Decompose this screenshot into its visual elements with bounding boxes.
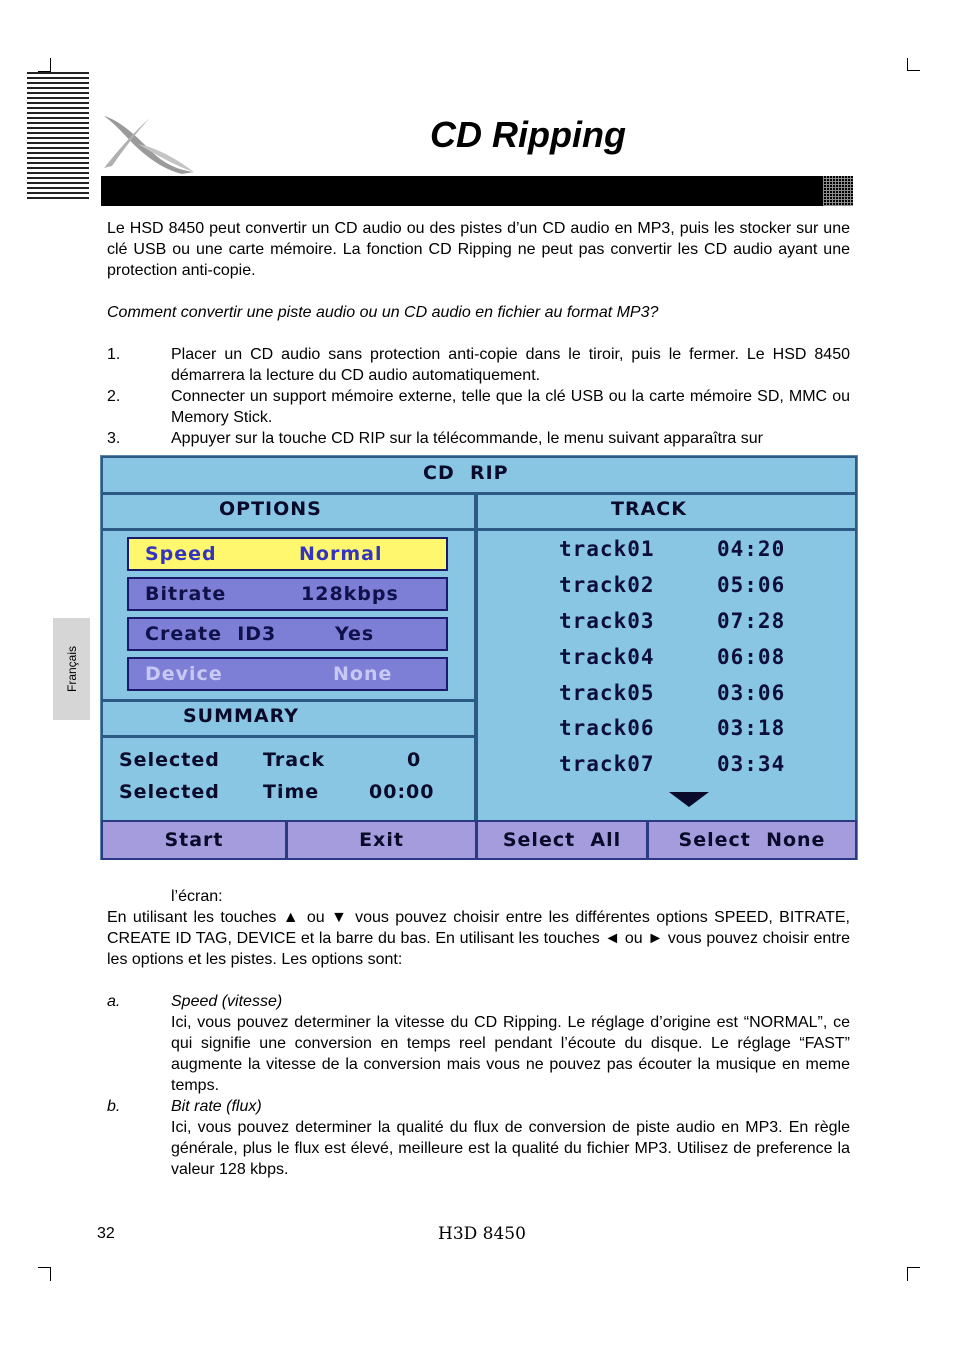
option-title: Speed (vitesse) [171, 993, 283, 1010]
track-time: 03:06 [717, 681, 786, 705]
option-label: Create ID3 [145, 623, 277, 645]
language-label: Français [64, 645, 79, 693]
step-text: Appuyer sur la touche CD RIP sur la télécommande, le menu suivant apparaîtra sur [171, 430, 763, 447]
option-description: Ici, vous pouvez determiner la qualité du flux de conversion de piste audio en MP3. En règle générale, plus le flux est élevé, meilleure est la qualité du fichier MP3. Utilisez de preference la valeur 128 kbps. [171, 1119, 850, 1178]
scroll-down-arrow-icon[interactable] [669, 792, 709, 807]
step-number: 2. [107, 388, 121, 405]
option-value: None [333, 663, 393, 685]
decorative-stripes [27, 72, 89, 200]
select-all-button[interactable]: Select All [476, 820, 648, 860]
option-value: Normal [299, 543, 383, 565]
track-name[interactable]: track01 [559, 537, 655, 561]
page-title: CD Ripping [430, 114, 626, 155]
option-speed[interactable] [127, 537, 448, 571]
option-letter: b. [107, 1098, 121, 1115]
step-number: 1. [107, 346, 121, 363]
summary-header: SUMMARY [183, 705, 299, 727]
screen-title: CD RIP [423, 462, 509, 484]
language-tab-label [53, 618, 90, 720]
option-device[interactable] [127, 657, 448, 691]
option-value: 128kbps [301, 583, 399, 605]
track-name[interactable]: track07 [559, 752, 655, 776]
intro-paragraph: Le HSD 8450 peut convertir un CD audio ou des pistes d’un CD audio en MP3, puis les stocker sur une clé USB ou une carte mémoire. La fonction CD Ripping ne peut pas convertir les CD audio ayant une protection anti-copie. [107, 220, 850, 279]
summary-field: Time [263, 781, 320, 803]
summary-value: 00:00 [369, 781, 435, 803]
question-text: Comment convertir une piste audio ou un CD audio en fichier au format MP3? [107, 304, 659, 321]
crop-mark [907, 1267, 920, 1268]
crop-mark [50, 58, 51, 72]
step-text: Placer un CD audio sans protection anti-copie dans le tiroir, puis le fermer. Le HSD 8450 démarrera la lecture du CD audio automatiquement. [171, 346, 850, 384]
option-value: Yes [335, 623, 375, 645]
crop-mark [907, 70, 920, 71]
option-label: Device [145, 663, 223, 685]
track-time: 03:34 [717, 752, 786, 776]
option-letter: a. [107, 993, 121, 1010]
page-number: 32 [97, 1225, 115, 1242]
option-label: Speed [145, 543, 217, 565]
option-bitrate[interactable] [127, 577, 448, 611]
option-create-id3[interactable] [127, 617, 448, 651]
title-bar [101, 176, 853, 206]
option-description: Ici, vous pouvez determiner la vitesse du CD Ripping. Le réglage d’origine est “NORMAL”, ce qui signifie une conversion en temps reel pendant l’écoute du disque. Le réglage “FAST” augmente la vitesse de la conversion mais vous ne pouvez pas écouter la musique en meme temps. [171, 1014, 850, 1094]
summary-label: Selected [119, 781, 220, 803]
navigation-paragraph: En utilisant les touches ▲ ou ▼ vous pouvez choisir entre les différentes options SPEED, BITRATE, CREATE ID TAG, DEVICE et la barre du bas. En utilisant les touches ◄ ou ► vous pouvez choisir entre les options et les pistes. Les options sont: [107, 909, 850, 968]
track-time: 04:20 [717, 537, 786, 561]
track-name[interactable]: track06 [559, 716, 655, 740]
crop-mark [907, 1267, 908, 1281]
summary-field: Track [263, 749, 325, 771]
start-button[interactable]: Start [101, 820, 287, 860]
track-time: 06:08 [717, 645, 786, 669]
track-name[interactable]: track03 [559, 609, 655, 633]
step-text: Connecter un support mémoire externe, telle que la clé USB ou la carte mémoire SD, MMC ou Memory Stick. [171, 388, 850, 426]
track-name[interactable]: track05 [559, 681, 655, 705]
track-time: 03:18 [717, 716, 786, 740]
track-time: 07:28 [717, 609, 786, 633]
track-list-box [476, 529, 857, 822]
brand-logo-icon [98, 108, 198, 178]
exit-button[interactable]: Exit [286, 820, 477, 860]
track-name[interactable]: track02 [559, 573, 655, 597]
track-name[interactable]: track04 [559, 645, 655, 669]
cd-rip-screen [100, 455, 858, 860]
model-name: H3D 8450 [438, 1224, 526, 1244]
select-none-button[interactable]: Select None [647, 820, 857, 860]
summary-label: Selected [119, 749, 220, 771]
option-label: Bitrate [145, 583, 227, 605]
options-header: OPTIONS [219, 498, 322, 520]
crop-mark [50, 1267, 51, 1281]
summary-value: 0 [407, 749, 422, 771]
track-header: TRACK [611, 498, 687, 520]
bar-dot-pattern [823, 176, 853, 206]
step3-continuation: l’écran: [171, 888, 223, 905]
step-number: 3. [107, 430, 121, 447]
track-time: 05:06 [717, 573, 786, 597]
option-title: Bit rate (flux) [171, 1098, 262, 1115]
